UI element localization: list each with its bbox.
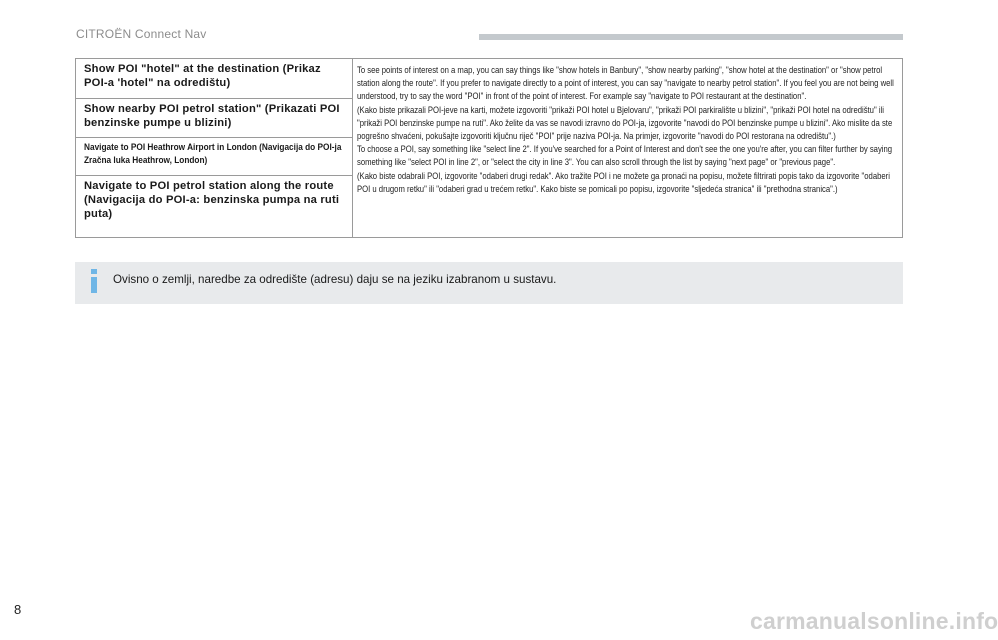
document-header-title: CITROËN Connect Nav [76, 27, 207, 41]
command-description [357, 63, 900, 195]
command-cell [76, 59, 353, 99]
command-cell [76, 99, 353, 138]
site-watermark: carmanualsonline.info [750, 608, 998, 634]
header-divider-bar [479, 34, 903, 40]
description-paragraph: (Kako biste odabrali POI, izgovorite "odaberi drugi redak". Ako tražite POI i ne možete ga pronaći na popisu, možete filtrirati popis tako da izgovorite "odaberi POI u drugom retku" ili "odaberi grad u trećem retku". Kako biste se pomicali po popisu, izgovorite "sljedeća stranica" ili "prethodna stranica".) [357, 169, 890, 194]
info-note [75, 262, 903, 304]
description-paragraph: To choose a POI, say something like "select line 2". If you've searched for a Point of Interest and don't see the one you're after, you can filter further by saying something like "select POI in line 2", or "select the city in line 3". You can also scroll through the list by saying "next page" or "previous page". [357, 143, 893, 168]
description-paragraph: (Kako biste prikazali POI-jeve na karti, možete izgovoriti "prikaži POI hotel u Bjelovaru", "prikaži POI parkiralište u blizini", "prikaži POI hotel na odredištu" ili "prikaži POI benzinske pumpe na ruti". Ako želite da vas se navodi izravno do POI-ja, izgovorite "navodi do POI benzinske pumpe u blizini". Ako mislite da ste pogrešno shvaćeni, pokušajte izgovoriti ključnu riječ "POI" prije naziva POI-ja. Na primjer, izgovorite "navodi do POI restorana na odredištu".) [357, 103, 893, 142]
description-paragraph: To see points of interest on a map, you can say things like "show hotels in Banbury", "show nearby parking", "show hotel at the destination" or "show petrol station along the route". If you prefer to navigate directly to a point of interest, you can say "navigate to nearby petrol station". If you feel you are not being well understood, try to say the word "POI" in front of the point of interest. For example say "navigate to POI restaurant at the destination". [357, 64, 894, 102]
command-cell [76, 176, 353, 238]
note-text: Ovisno o zemlji, naredbe za odredište (adresu) daju se na jeziku izabranom u sustavu. [113, 273, 557, 286]
voice-command-table [75, 58, 903, 238]
info-icon [88, 269, 100, 293]
command-cell [76, 138, 353, 176]
command-text: Navigate to POI petrol station along the route (Navigacija do POI-a: benzinska pumpa na ruti puta) [84, 180, 340, 220]
command-text: Navigate to POI Heathrow Airport in London (Navigacija do POI-ja Zračna luka Heathrow, London) [84, 142, 342, 165]
table-row [76, 59, 903, 99]
page-number: 8 [14, 602, 22, 617]
command-text: Show POI "hotel" at the destination (Prikaz POI-a 'hotel" na odredištu) [84, 63, 321, 89]
command-text: Show nearby POI petrol station" (Prikazati POI benzinske pumpe u blizini) [84, 103, 340, 129]
description-cell [353, 59, 903, 238]
